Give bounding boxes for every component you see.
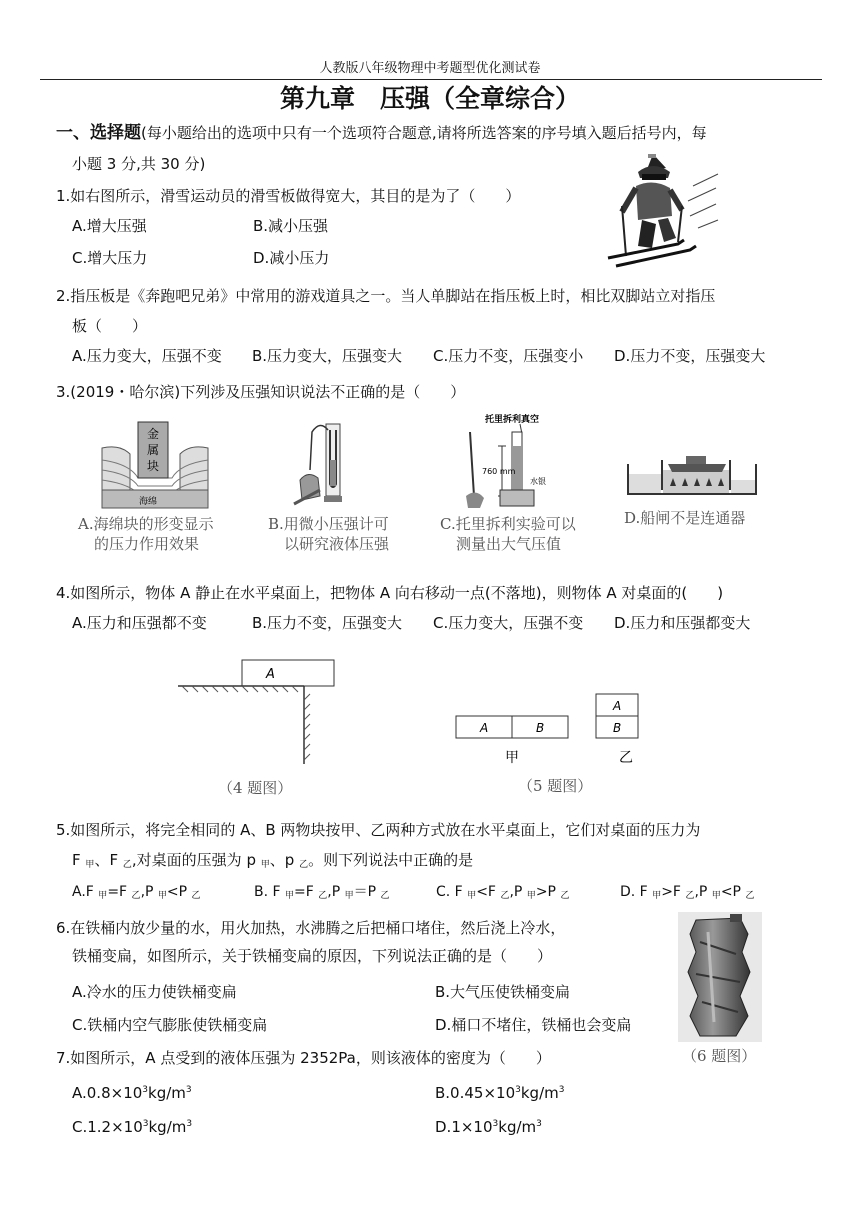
q5-fig-yi-a: A	[613, 699, 622, 713]
q6-option-d: D.桶口不堵住，铁桶也会变扁	[435, 1016, 632, 1034]
q4-option-c: C.压力变大，压强不变	[433, 614, 584, 632]
q6-option-b: B.大气压使铁桶变扁	[435, 983, 571, 1001]
q2-option-a: A.压力变大，压强不变	[72, 347, 222, 365]
q3-caption-d: D.船闸不是连通器	[624, 509, 746, 527]
header-divider	[40, 79, 822, 80]
q5-option-d: D. F $_甲$>F $_乙$,P $_甲$<P $_乙$	[620, 884, 755, 901]
q3-caption-c	[440, 514, 576, 554]
q5-fig-jia-b: B	[536, 721, 545, 735]
q2-option-c: C.压力不变，压强变小	[433, 347, 584, 365]
q4-option-d: D.压力和压强都变大	[614, 614, 751, 632]
q3-image-gauge	[290, 420, 370, 512]
q3-img-mm-label: 760 mm	[482, 467, 516, 476]
q3-image-torricelli	[456, 412, 576, 512]
q5-option-c: C. F $_甲$<F $_乙$,P $_甲$>P $_乙$	[436, 884, 570, 901]
q5-option-b: B. F $_甲$=F $_乙$,P $_甲$＝P $_乙$	[254, 884, 390, 901]
section-instructions	[56, 121, 707, 145]
q3-img-block-text-3: 块	[146, 459, 160, 473]
q3-image-sponge	[100, 420, 210, 512]
q6-option-c: C.铁桶内空气膨胀使铁桶变扁	[72, 1016, 268, 1034]
section-heading: 一、选择题	[56, 123, 141, 143]
section-instr-line2: 小题 3 分,共 30 分)	[72, 155, 206, 173]
q3-caption-b	[268, 514, 389, 554]
q3-caption-a	[78, 514, 214, 554]
q3-img-sponge-label: 海绵	[138, 497, 158, 507]
q1-option-c: C.增大压力	[72, 249, 148, 267]
q3-image-shiplock	[626, 450, 758, 500]
q3-caption-a-line2: 的压力作用效果	[94, 535, 200, 553]
q3-caption-a-line1: A.海绵块的形变显示	[78, 515, 214, 533]
q4-caption: （4 题图）	[218, 779, 293, 797]
q5-option-a: A.F $_甲$=F $_乙$,P $_甲$<P $_乙$	[72, 884, 201, 901]
section-instr-line1: (每小题给出的选项中只有一个选项符合题意,请将所选答案的序号填入题后括号内，每	[141, 124, 707, 142]
q3-caption-c-line1: C.托里拆利实验可以	[440, 515, 576, 533]
q5-fig-yi-b: B	[613, 721, 622, 735]
q7-option-a: $A.0.8\times 10^3kg/m^3$	[72, 1084, 192, 1102]
q7-stem: 7.如图所示，A 点受到的液体压强为 2352Pa，则该液体的密度为（ ）	[56, 1049, 551, 1067]
page-title: 第九章 压强（全章综合）	[279, 84, 580, 113]
q4-figure	[176, 652, 346, 768]
q5-fig-yi-label: 乙	[619, 750, 633, 766]
q6-option-a: A.冷水的压力使铁桶变扁	[72, 983, 237, 1001]
q1-option-d: D.减小压力	[253, 249, 330, 267]
q5-fig-jia-a: A	[480, 721, 489, 735]
crushed-barrel-image	[678, 912, 762, 1042]
page-header: 人教版八年级物理中考题型优化测试卷	[319, 61, 541, 76]
q3-img-vacuum-label: 托里拆利真空	[484, 415, 540, 425]
q3-stem: 3.(2019・哈尔滨)下列涉及压强知识说法不正确的是（ ）	[56, 383, 466, 401]
q2-option-b: B.压力变大，压强变大	[252, 347, 403, 365]
q6-stem-line2: 铁桶变扁，如图所示，关于铁桶变扁的原因，下列说法正确的是（ ）	[72, 947, 553, 965]
q5-stem-line2: F $_甲$、F $_乙$,对桌面的压强为 p $_甲$、p $_乙$。则下列说法中正确的是	[72, 851, 474, 870]
q5-caption: （5 题图）	[518, 777, 593, 795]
q3-caption-b-line2: 以研究液体压强	[284, 535, 390, 553]
q3-caption-c-line2: 测量出大气压值	[456, 535, 562, 553]
q4-option-a: A.压力和压强都不变	[72, 614, 207, 632]
q4-stem: 4.如图所示，物体 A 静止在水平桌面上，把物体 A 向右移动一点(不落地)，则物体 A 对桌面的( )	[56, 584, 724, 602]
q1-option-b: B.减小压强	[253, 217, 329, 235]
q2-stem-line2: 板（ ）	[72, 317, 148, 335]
q7-option-d: $D.1\times 10^3kg/m^3$	[435, 1118, 542, 1136]
q3-img-block-text-2: 属	[146, 443, 160, 457]
q7-option-b: $B.0.45\times 10^3kg/m^3$	[435, 1084, 565, 1102]
q6-caption: （6 题图）	[682, 1047, 757, 1065]
q4-fig-label: A	[266, 667, 275, 682]
q3-caption-b-line1: B.用微小压强计可	[268, 515, 389, 533]
q6-stem-line1: 6.在铁桶内放少量的水，用火加热，水沸腾之后把桶口堵住，然后浇上冷水，	[56, 919, 566, 937]
q3-img-mercury-label: 水银	[530, 477, 546, 486]
q4-option-b: B.压力不变，压强变大	[252, 614, 403, 632]
q1-option-a: A.增大压强	[72, 217, 147, 235]
q5-figure	[452, 690, 692, 768]
skier-image	[598, 146, 720, 272]
q5-stem-line1: 5.如图所示，将完全相同的 A、B 两物块按甲、乙两种方式放在水平桌面上，它们对桌面的压力为	[56, 821, 701, 839]
q1-stem: 1.如右图所示，滑雪运动员的滑雪板做得宽大，其目的是为了（ ）	[56, 187, 521, 205]
q5-fig-jia-label: 甲	[505, 750, 519, 766]
q7-option-c: $C.1.2\times 10^3kg/m^3$	[72, 1118, 193, 1136]
q2-stem-line1: 2.指压板是《奔跑吧兄弟》中常用的游戏道具之一。当人单脚站在指压板上时，相比双脚站立对指压	[56, 287, 716, 305]
q3-img-block-text-1: 金	[146, 427, 160, 441]
q2-option-d: D.压力不变，压强变大	[614, 347, 766, 365]
